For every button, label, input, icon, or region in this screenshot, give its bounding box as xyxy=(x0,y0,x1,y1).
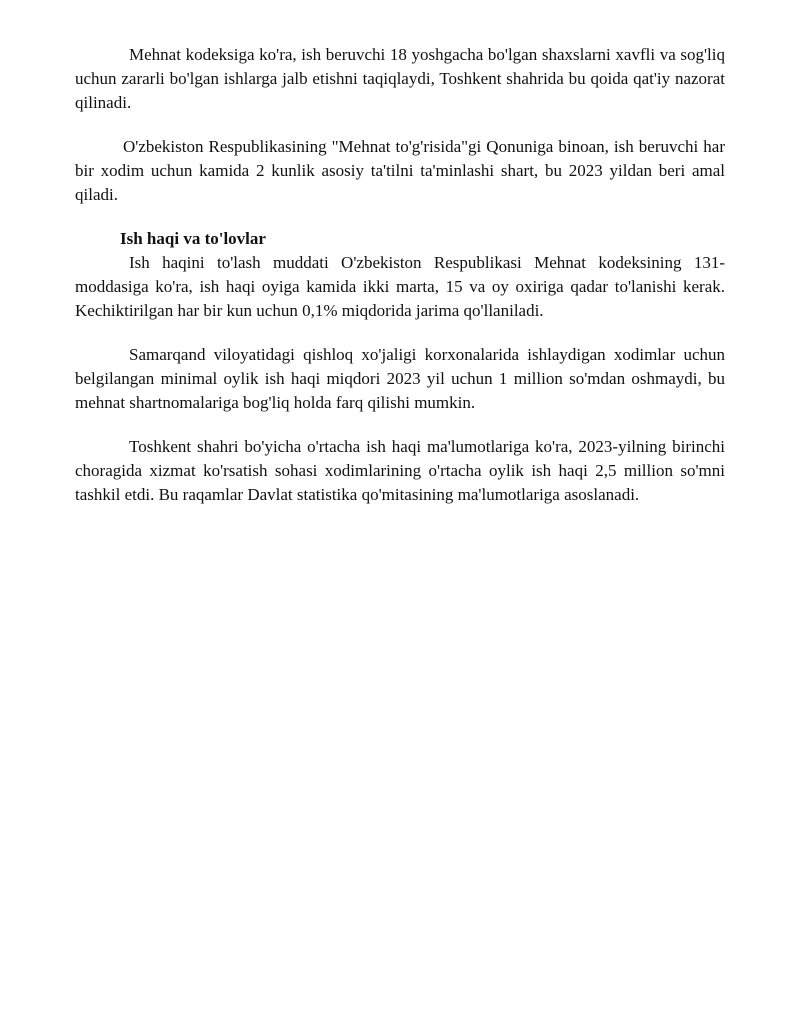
paragraph-annual-leave: O'zbekiston Respublikasining "Mehnat to'g'risida"gi Qonuniga binoan, ish beruvchi har bir xodim uchun kamida 2 kunlik asosiy ta'tilni ta'minlashi shart, bu 2023 yildan beri amal qiladi. xyxy=(75,137,725,204)
paragraph-child-labor: Mehnat kodeksiga ko'ra, ish beruvchi 18 yoshgacha bo'lgan shaxslarni xavfli va sog'liq uchun zararli bo'lgan ishlarga jalb etishni taqiqlaydi, Toshkent shahrida bu qoida qat'iy nazorat qilinadi. xyxy=(75,45,725,112)
paragraph-average-wage: Toshkent shahri bo'yicha o'rtacha ish haqi ma'lumotlariga ko'ra, 2023-yilning birinchi choragida xizmat ko'rsatish sohasi xodimlarining o'rtacha oylik ish haqi 2,5 million so'mni tashkil etdi. Bu raqamlar Davlat statistika qo'mitasining ma'lumotlariga asoslanadi. xyxy=(75,437,725,504)
paragraph-gap xyxy=(75,207,725,227)
paragraph-gap xyxy=(75,323,725,343)
paragraph-payment-deadline: Ish haqini to'lash muddati O'zbekiston Respublikasi Mehnat kodeksining 131-moddasiga ko'ra, ish haqi oyiga kamida ikki marta, 15 va oy oxiriga qadar to'lanishi kerak. Kechiktirilgan har bir kun uchun 0,1% miqdorida jarima qo'llaniladi. xyxy=(75,253,725,320)
document-body xyxy=(75,43,725,507)
section-heading: Ish haqi va to'lovlar xyxy=(120,229,266,248)
paragraph-gap xyxy=(75,115,725,135)
paragraph-gap xyxy=(75,415,725,435)
paragraph-minimum-wage: Samarqand viloyatidagi qishloq xo'jaligi korxonalarida ishlaydigan xodimlar uchun belgilangan minimal oylik ish haqi miqdori 2023 yil uchun 1 million so'mdan oshmaydi, bu mehnat shartnomalariga bog'liq holda farq qilishi mumkin. xyxy=(75,345,725,412)
